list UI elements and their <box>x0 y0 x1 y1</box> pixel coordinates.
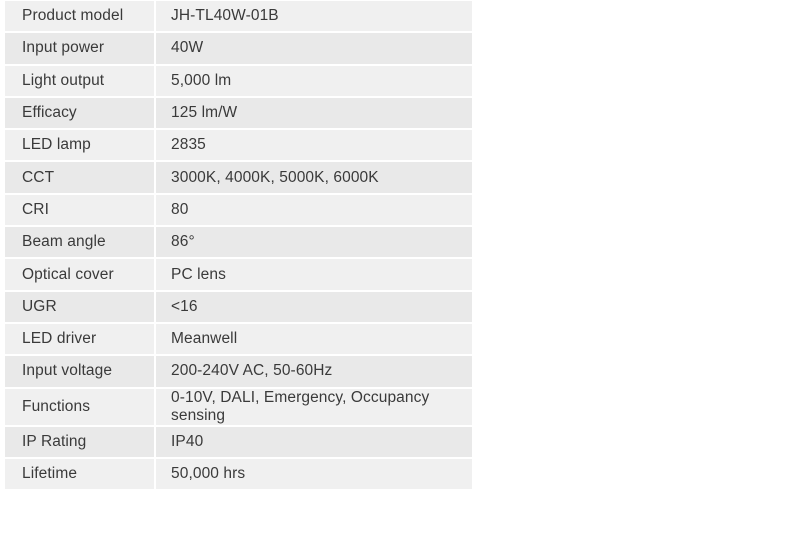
spec-row-ugr <box>5 292 472 324</box>
spec-value: PC lens <box>156 259 472 291</box>
spec-value: Meanwell <box>156 324 472 356</box>
spec-value: 50,000 hrs <box>156 459 472 491</box>
spec-label: Light output <box>5 66 156 98</box>
spec-label: Input power <box>5 33 156 65</box>
spec-value: 200-240V AC, 50-60Hz <box>156 356 472 388</box>
spec-row-light-output <box>5 66 472 98</box>
spec-value: 86° <box>156 227 472 259</box>
spec-row-product-model <box>5 1 472 33</box>
spec-label: Input voltage <box>5 356 156 388</box>
spec-label: LED lamp <box>5 130 156 162</box>
spec-row-input-voltage <box>5 356 472 388</box>
spec-label: Functions <box>5 389 156 427</box>
spec-label: Product model <box>5 1 156 33</box>
spec-row-cct <box>5 162 472 194</box>
spec-value: 40W <box>156 33 472 65</box>
spec-table-body <box>5 1 472 491</box>
spec-label: Efficacy <box>5 98 156 130</box>
spec-row-ip-rating <box>5 427 472 459</box>
spec-row-optical-cover <box>5 259 472 291</box>
spec-label: Lifetime <box>5 459 156 491</box>
spec-value: <16 <box>156 292 472 324</box>
spec-label: UGR <box>5 292 156 324</box>
spec-table <box>5 1 472 491</box>
spec-label: CRI <box>5 195 156 227</box>
spec-row-efficacy <box>5 98 472 130</box>
spec-row-led-lamp <box>5 130 472 162</box>
spec-value: 5,000 lm <box>156 66 472 98</box>
spec-value: 3000K, 4000K, 5000K, 6000K <box>156 162 472 194</box>
spec-row-led-driver <box>5 324 472 356</box>
spec-label: Optical cover <box>5 259 156 291</box>
spec-label: Beam angle <box>5 227 156 259</box>
spec-value: 125 lm/W <box>156 98 472 130</box>
spec-value: 80 <box>156 195 472 227</box>
spec-value: IP40 <box>156 427 472 459</box>
spec-label: LED driver <box>5 324 156 356</box>
spec-row-lifetime <box>5 459 472 491</box>
spec-label: CCT <box>5 162 156 194</box>
spec-row-cri <box>5 195 472 227</box>
spec-row-functions <box>5 389 472 427</box>
spec-label: IP Rating <box>5 427 156 459</box>
spec-row-input-power <box>5 33 472 65</box>
spec-value: 0-10V, DALI, Emergency, Occupancy sensing <box>156 389 472 427</box>
spec-value: JH-TL40W-01B <box>156 1 472 33</box>
spec-value: 2835 <box>156 130 472 162</box>
spec-row-beam-angle <box>5 227 472 259</box>
